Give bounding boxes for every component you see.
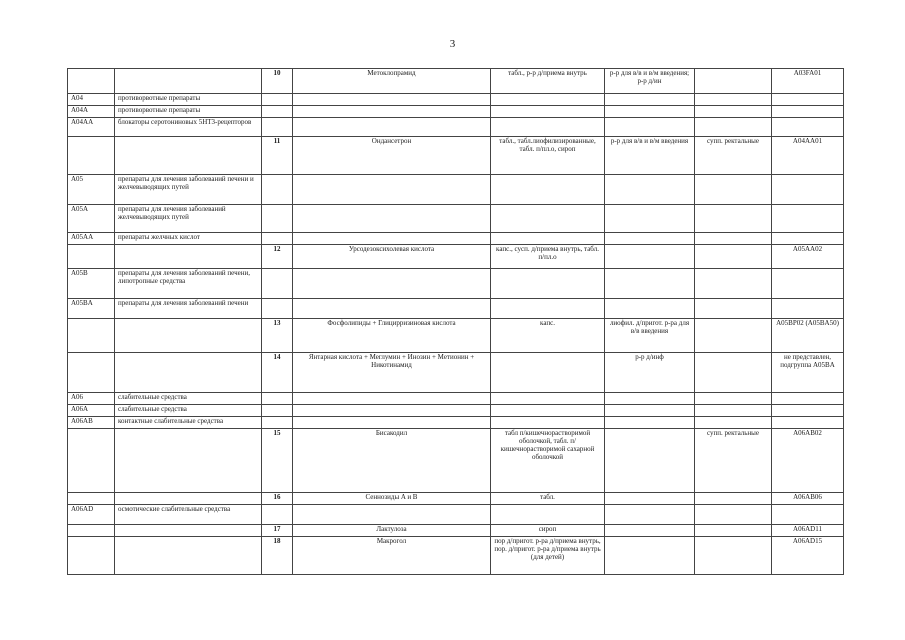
atc-group-name-cell: [115, 137, 262, 175]
dosage-form-other-cell: [695, 245, 772, 269]
dosage-form-injection-cell: [605, 118, 695, 137]
item-number-cell: [262, 118, 293, 137]
drug-name-cell: Урсодезоксихолевая кислота: [293, 245, 491, 269]
atc-group-code-cell: A06AD: [68, 505, 115, 525]
dosage-form-oral-cell: [491, 299, 605, 319]
drug-name-cell: [293, 205, 491, 233]
group-row: [68, 233, 844, 245]
dosage-form-other-cell: [695, 537, 772, 575]
dosage-form-injection-cell: лиофил. д/пригот. р-ра для в/в введения: [605, 319, 695, 353]
item-number-cell: [262, 299, 293, 319]
item-number-cell: [262, 269, 293, 299]
drug-name-cell: [293, 405, 491, 417]
dosage-form-injection-cell: [605, 106, 695, 118]
dosage-form-other-cell: [695, 69, 772, 94]
dosage-form-injection-cell: [605, 269, 695, 299]
drug-row: [68, 525, 844, 537]
item-number-cell: 15: [262, 429, 293, 493]
drug-row: [68, 493, 844, 505]
atc-group-code-cell: A05B: [68, 269, 115, 299]
item-number-cell: [262, 405, 293, 417]
dosage-form-oral-cell: [491, 405, 605, 417]
dosage-form-other-cell: [695, 505, 772, 525]
drug-name-cell: Метоклопрамид: [293, 69, 491, 94]
dosage-form-oral-cell: капс.: [491, 319, 605, 353]
atc-group-name-cell: осмотические слабительные средства: [115, 505, 262, 525]
drug-name-cell: [293, 393, 491, 405]
atc-group-code-cell: [68, 525, 115, 537]
atc-group-code-cell: [68, 69, 115, 94]
dosage-form-oral-cell: [491, 106, 605, 118]
group-row: [68, 269, 844, 299]
dosage-form-other-cell: [695, 393, 772, 405]
atc-group-name-cell: препараты для лечения заболеваний печени: [115, 299, 262, 319]
dosage-form-other-cell: [695, 319, 772, 353]
group-row: [68, 505, 844, 525]
dosage-form-oral-cell: табл.: [491, 493, 605, 505]
item-number-cell: 11: [262, 137, 293, 175]
atc-group-name-cell: [115, 493, 262, 505]
dosage-form-oral-cell: [491, 505, 605, 525]
item-number-cell: [262, 393, 293, 405]
atc-group-name-cell: слабительные средства: [115, 393, 262, 405]
dosage-form-oral-cell: табл., р-р д/приема внутрь: [491, 69, 605, 94]
drug-name-cell: Фосфолипиды + Глицирризиновая кислота: [293, 319, 491, 353]
dosage-form-injection-cell: [605, 417, 695, 429]
item-number-cell: 18: [262, 537, 293, 575]
dosage-form-injection-cell: [605, 429, 695, 493]
dosage-form-other-cell: [695, 405, 772, 417]
atc-group-code-cell: A05BA: [68, 299, 115, 319]
dosage-form-other-cell: [695, 353, 772, 393]
item-number-cell: 12: [262, 245, 293, 269]
dosage-form-oral-cell: [491, 393, 605, 405]
drug-name-cell: Макрогол: [293, 537, 491, 575]
drug-name-cell: Ондансетрон: [293, 137, 491, 175]
atc-group-code-cell: A05A: [68, 205, 115, 233]
item-number-cell: [262, 106, 293, 118]
dosage-form-other-cell: супп. ректальные: [695, 137, 772, 175]
group-row: [68, 405, 844, 417]
dosage-form-oral-cell: пор д/пригот. р-ра д/приема внутрь, пор. д/пригот. р-ра д/приема внутрь (для детей): [491, 537, 605, 575]
dosage-form-other-cell: [695, 118, 772, 137]
atc-group-name-cell: препараты для лечения заболеваний печени, липотропные средства: [115, 269, 262, 299]
atc-group-code-cell: [68, 537, 115, 575]
drug-list-table: [67, 68, 844, 575]
drug-row: [68, 429, 844, 493]
item-number-cell: 17: [262, 525, 293, 537]
page-number: 3: [449, 38, 456, 50]
dosage-form-injection-cell: [605, 525, 695, 537]
atc-group-name-cell: контактные слабительные средства: [115, 417, 262, 429]
dosage-form-injection-cell: [605, 205, 695, 233]
drug-name-cell: Лактулоза: [293, 525, 491, 537]
atc-code-cell: A06AB06: [772, 493, 844, 505]
dosage-form-injection-cell: [605, 493, 695, 505]
group-row: [68, 118, 844, 137]
atc-group-name-cell: препараты желчных кислот: [115, 233, 262, 245]
dosage-form-oral-cell: [491, 269, 605, 299]
atc-code-cell: [772, 94, 844, 106]
group-row: [68, 205, 844, 233]
atc-group-name-cell: противорвотные препараты: [115, 106, 262, 118]
atc-code-cell: [772, 393, 844, 405]
dosage-form-oral-cell: сироп: [491, 525, 605, 537]
atc-code-cell: [772, 417, 844, 429]
atc-code-cell: [772, 118, 844, 137]
dosage-form-injection-cell: [605, 505, 695, 525]
dosage-form-other-cell: [695, 175, 772, 205]
atc-group-name-cell: препараты для лечения заболеваний печени и желчевыводящих путей: [115, 175, 262, 205]
atc-code-cell: [772, 269, 844, 299]
drug-name-cell: Янтарная кислота + Меглумин + Инозин + Метионин + Никотинамид: [293, 353, 491, 393]
atc-group-code-cell: A06AB: [68, 417, 115, 429]
dosage-form-other-cell: [695, 299, 772, 319]
dosage-form-oral-cell: капс., сусп. д/приема внутрь, табл. п/пл.о: [491, 245, 605, 269]
atc-code-cell: [772, 175, 844, 205]
drug-name-cell: Сеннозиды A и B: [293, 493, 491, 505]
group-row: [68, 175, 844, 205]
atc-code-cell: A05AA02: [772, 245, 844, 269]
dosage-form-other-cell: [695, 269, 772, 299]
drug-name-cell: [293, 118, 491, 137]
atc-group-code-cell: [68, 319, 115, 353]
drug-row: [68, 353, 844, 393]
dosage-form-oral-cell: [491, 118, 605, 137]
dosage-form-injection-cell: [605, 233, 695, 245]
atc-group-name-cell: препараты для лечения заболеваний желчевыводящих путей: [115, 205, 262, 233]
drug-name-cell: Бисакодил: [293, 429, 491, 493]
atc-group-name-cell: [115, 537, 262, 575]
dosage-form-oral-cell: [491, 205, 605, 233]
atc-group-name-cell: [115, 69, 262, 94]
drug-row: [68, 69, 844, 94]
atc-code-cell: A06AD11: [772, 525, 844, 537]
dosage-form-oral-cell: [491, 175, 605, 205]
group-row: [68, 417, 844, 429]
dosage-form-oral-cell: табл., табл.лиофилизированные, табл. п/пл.о, сироп: [491, 137, 605, 175]
dosage-form-other-cell: [695, 233, 772, 245]
atc-group-name-cell: [115, 429, 262, 493]
dosage-form-oral-cell: [491, 417, 605, 429]
atc-code-cell: A06AD15: [772, 537, 844, 575]
atc-code-cell: A05BP02 (A05BA50): [772, 319, 844, 353]
dosage-form-other-cell: [695, 205, 772, 233]
group-row: [68, 94, 844, 106]
atc-code-cell: не представлен, подгруппа A05BA: [772, 353, 844, 393]
atc-group-code-cell: A05: [68, 175, 115, 205]
drug-name-cell: [293, 94, 491, 106]
group-row: [68, 393, 844, 405]
item-number-cell: [262, 233, 293, 245]
atc-code-cell: A06AB02: [772, 429, 844, 493]
dosage-form-other-cell: [695, 525, 772, 537]
dosage-form-oral-cell: табл п/кишечнорастворимой оболочкой, табл. п/кишечнорастворимой сахарной оболочкой: [491, 429, 605, 493]
atc-group-name-cell: слабительные средства: [115, 405, 262, 417]
table-body: [68, 69, 844, 575]
atc-group-code-cell: A04AA: [68, 118, 115, 137]
dosage-form-other-cell: [695, 106, 772, 118]
atc-group-code-cell: A06A: [68, 405, 115, 417]
dosage-form-injection-cell: [605, 537, 695, 575]
atc-group-code-cell: A05AA: [68, 233, 115, 245]
atc-group-code-cell: [68, 137, 115, 175]
atc-code-cell: [772, 233, 844, 245]
group-row: [68, 299, 844, 319]
dosage-form-injection-cell: р-р для в/в и в/м введения: [605, 137, 695, 175]
dosage-form-injection-cell: р-р д/инф: [605, 353, 695, 393]
dosage-form-oral-cell: [491, 233, 605, 245]
drug-row: [68, 537, 844, 575]
atc-group-code-cell: [68, 245, 115, 269]
dosage-form-injection-cell: [605, 393, 695, 405]
item-number-cell: 10: [262, 69, 293, 94]
atc-code-cell: [772, 106, 844, 118]
dosage-form-other-cell: супп. ректальные: [695, 429, 772, 493]
drug-name-cell: [293, 417, 491, 429]
atc-group-code-cell: [68, 493, 115, 505]
atc-group-name-cell: [115, 245, 262, 269]
drug-name-cell: [293, 106, 491, 118]
atc-code-cell: [772, 405, 844, 417]
item-number-cell: [262, 417, 293, 429]
item-number-cell: 13: [262, 319, 293, 353]
atc-group-name-cell: блокаторы серотониновых 5HT3-рецепторов: [115, 118, 262, 137]
group-row: [68, 106, 844, 118]
dosage-form-injection-cell: [605, 94, 695, 106]
drug-row: [68, 137, 844, 175]
item-number-cell: [262, 94, 293, 106]
dosage-form-injection-cell: [605, 245, 695, 269]
drug-row: [68, 319, 844, 353]
item-number-cell: 16: [262, 493, 293, 505]
drug-name-cell: [293, 175, 491, 205]
atc-code-cell: A03FA01: [772, 69, 844, 94]
dosage-form-oral-cell: [491, 353, 605, 393]
item-number-cell: [262, 175, 293, 205]
atc-group-code-cell: A04A: [68, 106, 115, 118]
atc-group-code-cell: [68, 353, 115, 393]
atc-group-name-cell: [115, 319, 262, 353]
dosage-form-injection-cell: [605, 405, 695, 417]
atc-group-code-cell: [68, 429, 115, 493]
dosage-form-injection-cell: [605, 175, 695, 205]
drug-name-cell: [293, 269, 491, 299]
atc-code-cell: [772, 205, 844, 233]
dosage-form-oral-cell: [491, 94, 605, 106]
dosage-form-injection-cell: р-р для в/в и в/м введения; р-р д/ин: [605, 69, 695, 94]
drug-name-cell: [293, 505, 491, 525]
item-number-cell: [262, 205, 293, 233]
dosage-form-other-cell: [695, 493, 772, 505]
drug-row: [68, 245, 844, 269]
dosage-form-other-cell: [695, 94, 772, 106]
atc-code-cell: [772, 505, 844, 525]
item-number-cell: 14: [262, 353, 293, 393]
atc-code-cell: A04AA01: [772, 137, 844, 175]
item-number-cell: [262, 505, 293, 525]
atc-group-name-cell: [115, 525, 262, 537]
dosage-form-injection-cell: [605, 299, 695, 319]
dosage-form-other-cell: [695, 417, 772, 429]
atc-group-name-cell: противорвотные препараты: [115, 94, 262, 106]
atc-code-cell: [772, 299, 844, 319]
drug-name-cell: [293, 233, 491, 245]
atc-group-code-cell: A06: [68, 393, 115, 405]
drug-name-cell: [293, 299, 491, 319]
atc-group-name-cell: [115, 353, 262, 393]
atc-group-code-cell: A04: [68, 94, 115, 106]
